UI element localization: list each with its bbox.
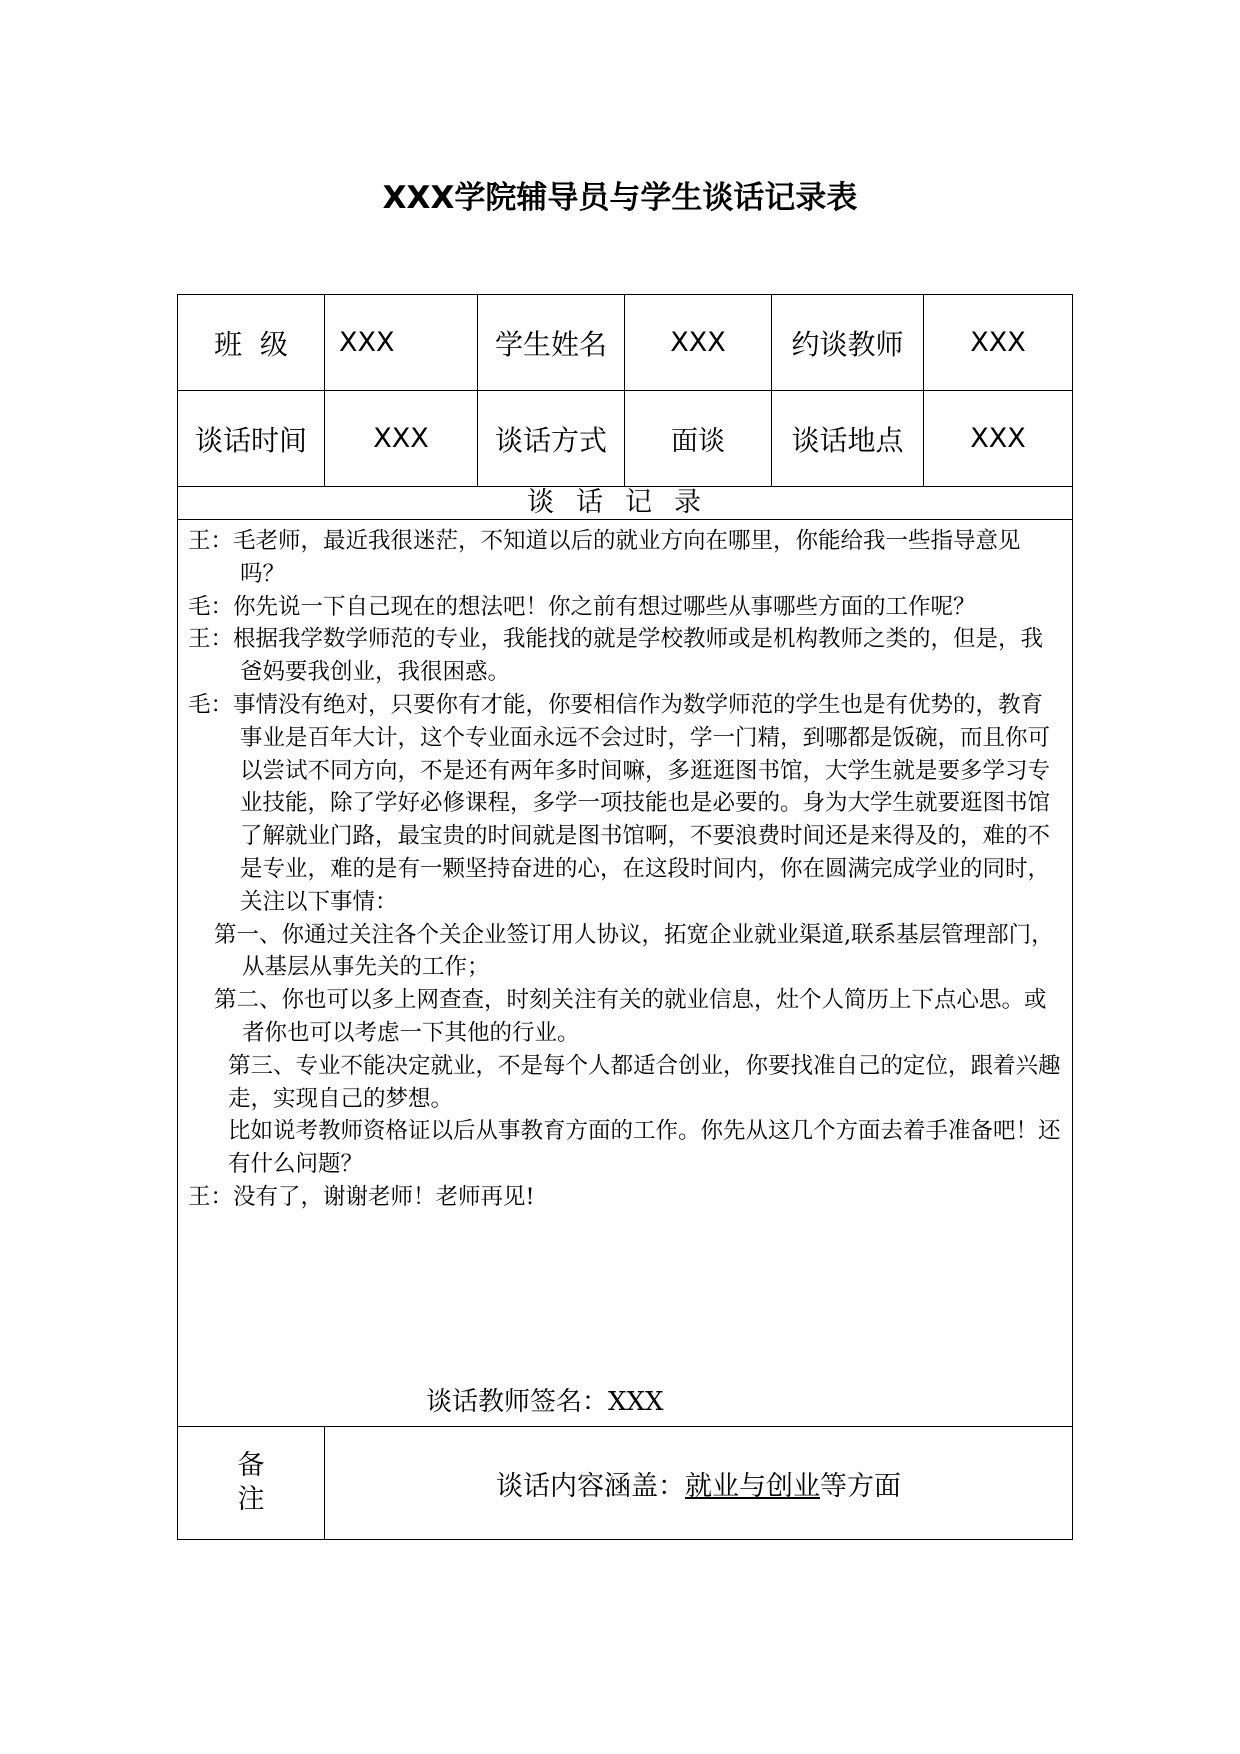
talk-method-value[interactable]: 面谈 [625,391,772,487]
record-content-row [178,520,1073,1427]
dialog-line: 王：毛老师，最近我很迷茫，不知道以后的就业方向在哪里，你能给我一些指导意见吗？ [188,528,1021,587]
student-name-value[interactable]: XXX [625,295,772,391]
dialog-line: 王：没有了，谢谢老师！老师再见! [188,1183,535,1210]
teacher-signature: 谈话教师签名：XXX [426,1387,664,1418]
remark-label-text: 备注 [237,1450,265,1515]
talk-method-label: 谈话方式 [478,391,625,487]
page-title: XXX学院辅导员与学生谈话记录表 [382,180,858,216]
remark-label [178,1427,325,1540]
dialog-line: 比如说考教师资格证以后从事教育方面的工作。你先从这几个方面去着手准备吧！还有什么问题？ [228,1118,1061,1178]
talk-place-value[interactable]: XXX [924,391,1073,487]
talk-time-value[interactable]: XXX [325,391,478,487]
talk-time-label: 谈话时间 [178,391,325,487]
info-row-1 [178,295,1073,391]
class-label [178,295,325,391]
class-value[interactable]: XXX [325,295,478,391]
remark-value[interactable] [325,1427,1073,1540]
student-name-label: 学生姓名 [478,295,625,391]
dialog-line: 第一、你通过关注各个关企业签订用人协议，拓宽企业就业渠道,联系基层管理部门，从基层从事先关的工作； [214,921,1054,981]
teacher-value[interactable]: XXX [924,295,1073,391]
info-row-2 [178,391,1073,487]
record-header-row [178,487,1073,520]
remark-row [178,1427,1073,1540]
remark-prefix: 谈话内容涵盖： [496,1470,685,1502]
talk-place-label: 谈话地点 [772,391,924,487]
dialog-line: 毛：你先说一下自己现在的想法吧！你之前有想过哪些从事哪些方面的工作呢？ [188,593,976,620]
record-header: 谈话记录 [178,487,1073,520]
dialog-line: 第二、你也可以多上网查查，时刻关注有关的就业信息，灶个人简历上下点心思。或者你也可以考虑一下其他的行业。 [214,987,1047,1046]
dialog-line: 第三、专业不能决定就业，不是每个人都适合创业，你要找准自己的定位，跟着兴趣走，实现自己的梦想。 [228,1052,1061,1112]
remark-underlined: 就业与创业 [685,1470,820,1502]
dialog-line: 王：根据我学数学师范的专业，我能找的就是学校教师或是机构教师之类的，但是，我爸妈要我创业，我很困惑。 [188,626,1044,686]
dialog-line: 毛：事情没有绝对，只要你有才能，你要相信作为数学师范的学生也是有优势的，教育事业是百年大计，这个专业面永远不会过时，学一门精，到哪都是饭碗，而且你可以尝试不同方向，不是还有两年多时间嘛，多逛逛图书馆，大学生就是要多学习专业技能，除了学好必修课程，多学一项技能也是必要的。身为大学生就要逛图书馆了解就业门路，最宝贵的时间就是图书馆啊，不要浪费时间还是来得及的，难的不是专业，难的是有一颗坚持奋进的心，在这段时间内，你在圆满完成学业的同时，关注以下事情： [188,691,1051,915]
class-label-text: 班 级 [214,327,288,361]
remark-suffix: 等方面 [820,1470,901,1502]
record-text-area[interactable] [178,523,1072,1423]
talk-record-table [177,294,1073,1540]
record-content[interactable] [178,520,1073,1427]
teacher-label: 约谈教师 [772,295,924,391]
